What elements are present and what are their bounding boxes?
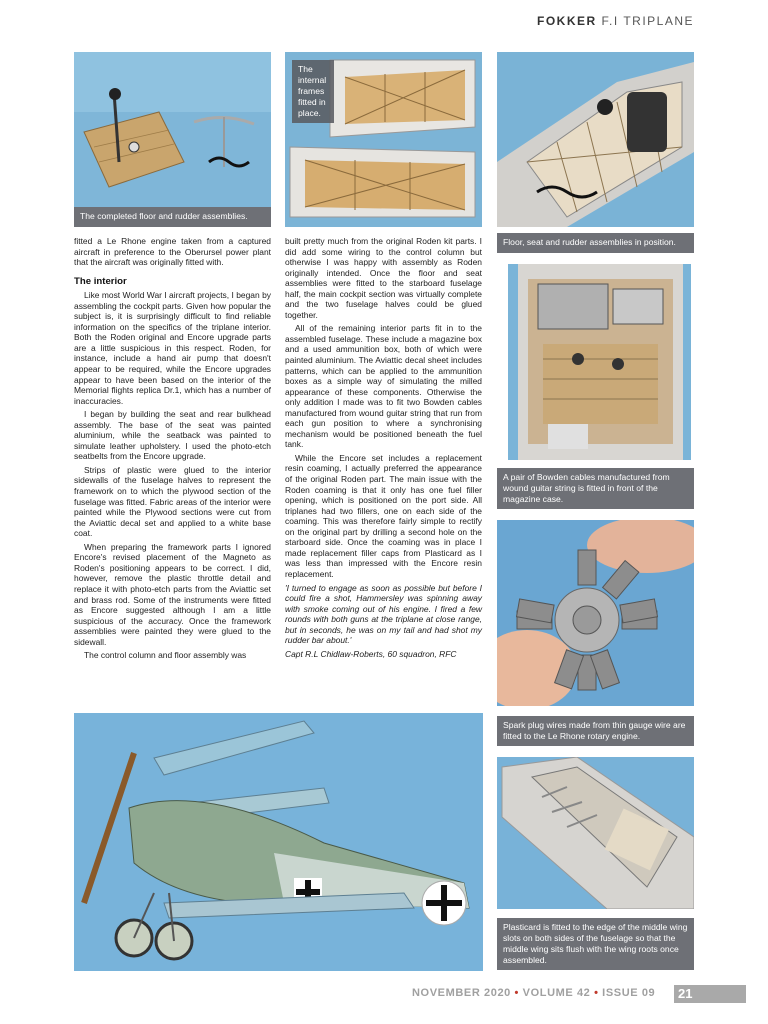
article-column-1 <box>74 236 271 664</box>
footer-issue-info <box>412 987 655 999</box>
quote-attribution: Capt R.L Chidlaw-Roberts, 60 squadron, RFC <box>285 648 457 659</box>
col1-paragraph: Like most World War I aircraft projects, I began by assembling the cockpit parts. Given how popular the subject is, it is surprisingly difficult to find reliable information on the specifics of the triplane interior. Both the Roden original and Encore upgrade parts are a little suspicious in this respect. Roden, for instance, include a hand air pump that doesn't appear to be required, while the Encore upgrades appear to have been based on the interior of the Memorial flights replica Dr.1, which has a number of inaccuracies. <box>74 290 271 406</box>
footer-issue: ISSUE 09 <box>602 987 656 999</box>
col1-paragraph: I began by building the seat and rear bulkhead assembly. The base of the seat was painted aluminium, while the seatback was painted to simulate leather upholstery. I used the photo-etch seatbelts from the Encore upgrade. <box>74 409 271 462</box>
page-number-box <box>674 985 746 1003</box>
col2-paragraph: All of the remaining interior parts fit in to the assembled fuselage. These include a magazine box and a used ammunition box, both of which were painted aluminium. The Aviattic decal sheet includes patterns, which can be applied to the ammunition boxes as a simple way of simulating the milled appearance of these components. Otherwise the only addition I made was to fit two Bowden cables manufactured from wound guitar string that run from each gun position to where a synchronising mechanism would be positioned beneath the fuel tank. <box>285 323 482 450</box>
footer-volume: VOLUME 42 <box>522 987 591 999</box>
footer-separator: • <box>594 987 599 999</box>
photo-plasticard <box>497 757 694 909</box>
photo-floor-rudder <box>74 52 271 227</box>
col2-paragraph: built pretty much from the original Roden kit parts. I did add some wiring to the control column but otherwise I was happy with assembly as Roden originally intended. Once the floor and seat assemblies were fitted to the starboard fuselage half, the main cockpit section was virtually complete and the two fuselage halves could be glued together. <box>285 236 482 320</box>
caption-internal-frames: The internal frames fitted in place. <box>292 60 334 123</box>
photo-triplane-model <box>74 713 483 971</box>
caption-floor-seat: Floor, seat and rudder assemblies in position. <box>497 233 694 253</box>
caption-bowden-cables: A pair of Bowden cables manufactured from wound guitar string is fitted in front of the magazine case. <box>497 468 694 509</box>
footer-month: NOVEMBER 2020 <box>412 987 511 999</box>
header-brand: FOKKER <box>537 14 597 28</box>
col2-paragraph: While the Encore set includes a replacement resin coaming, I actually preferred the appearance of the original Roden part. The main issue with the Roden coaming is that it only has one fuel filler opening, which is positioned on the port side. All triplanes had two fillers, one on each side of the coaming. This was therefore fairly simple to rectify on the original part by drilling a second hole on the starboard side. Once the coaming was in place I made replacement filler caps from Plasticard as I was less than impressed with the Encore resin replacement. <box>285 452 482 579</box>
col1-paragraph: Strips of plastic were glued to the interior sidewalls of the fuselage halves to represent the framework on to which the plywood section of the fuselage was fitted. Fabric areas of the interior were painted while the Plywood sections were cut from the Aviattic decal set and applied to a white base coat. <box>74 464 271 539</box>
col1-paragraph: When preparing the framework parts I ignored Encore's revised placement of the Magneto as Roden's positioning appears to be correct. I did, however, remove the plastic throttle detail and replace it with photo-etch parts from the Aviattic set and brass rod. Some of the instruments were fitted as Encore suggested although I am a little suspicious of the accuracy. Once the framework assemblies were painted they were glued to the sidewall. <box>74 541 271 647</box>
caption-floor-rudder: The completed floor and rudder assemblies. <box>74 207 271 227</box>
col1-intro: fitted a Le Rhone engine taken from a captured aircraft in preference to the Oberursel power plant that the aircraft was originally fitted with. <box>74 236 271 268</box>
footer-separator: • <box>514 987 519 999</box>
header-title: F.I TRIPLANE <box>601 14 694 28</box>
caption-spark-plug: Spark plug wires made from thin gauge wire are fitted to the Le Rhone rotary engine. <box>497 716 694 746</box>
running-header <box>537 14 694 28</box>
photo-bowden-cables <box>508 264 691 460</box>
col1-paragraph: The control column and floor assembly was <box>84 650 247 661</box>
photo-rotary-engine <box>497 520 694 706</box>
section-heading-interior: The interior <box>74 275 127 287</box>
photo-floor-seat-position <box>497 52 694 227</box>
caption-plasticard: Plasticard is fitted to the edge of the middle wing slots on both sides of the fuselage so that the middle wing sits flush with the wing roots once assembled. <box>497 918 694 970</box>
page-number: 21 <box>678 986 693 1001</box>
pull-quote: 'I turned to engage as soon as possible but before I could fire a shot, Hammersley was spinning away with smoke coming out of his engine. I fired a few rounds with both guns at the triplane at close range, but in seconds, he was on my tail and had shot my rudder bar about.' <box>285 582 482 646</box>
article-column-2 <box>285 236 482 662</box>
